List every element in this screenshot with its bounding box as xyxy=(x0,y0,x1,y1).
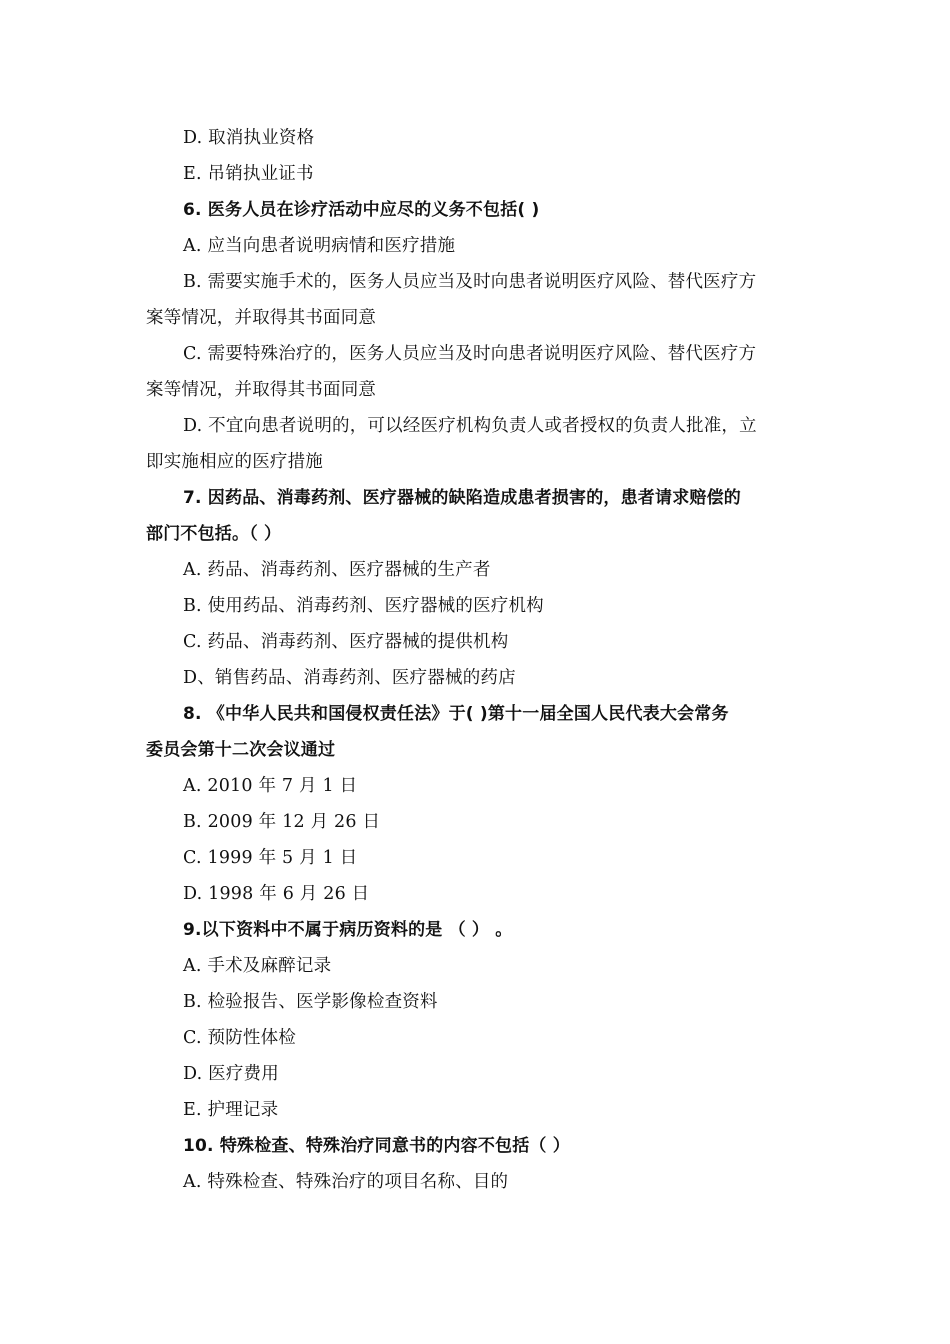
answer-option: D. 不宜向患者说明的，可以经医疗机构负责人或者授权的负责人批准，立 xyxy=(183,416,757,436)
answer-option: B. 检验报告、医学影像检查资料 xyxy=(183,992,438,1012)
answer-option: A. 应当向患者说明病情和医疗措施 xyxy=(183,236,456,256)
question-text: 6. 医务人员在诊疗活动中应尽的义务不包括( ) xyxy=(183,200,540,220)
answer-option: E. 吊销执业证书 xyxy=(183,164,314,184)
answer-option: D、销售药品、消毒药剂、医疗器械的药店 xyxy=(183,668,516,688)
answer-option: B. 需要实施手术的，医务人员应当及时向患者说明医疗风险、替代医疗方 xyxy=(183,272,757,292)
answer-option: A. 特殊检查、特殊治疗的项目名称、目的 xyxy=(183,1172,509,1192)
answer-option: C. 药品、消毒药剂、医疗器械的提供机构 xyxy=(183,632,509,652)
answer-option: B. 使用药品、消毒药剂、医疗器械的医疗机构 xyxy=(183,596,544,616)
question-text: 9.以下资料中不属于病历资料的是 （ ） 。 xyxy=(183,920,513,940)
answer-option: A. 手术及麻醉记录 xyxy=(183,956,332,976)
question-list xyxy=(146,120,806,1200)
answer-option: A. 药品、消毒药剂、医疗器械的生产者 xyxy=(183,560,491,580)
question-text-continuation: 委员会第十二次会议通过 xyxy=(146,740,336,760)
answer-option: B. 2009 年 12 月 26 日 xyxy=(183,812,381,832)
answer-option: D. 医疗费用 xyxy=(183,1064,279,1084)
answer-option: C. 预防性体检 xyxy=(183,1028,296,1048)
answer-option: C. 需要特殊治疗的，医务人员应当及时向患者说明医疗风险、替代医疗方 xyxy=(183,344,757,364)
question-text: 7. 因药品、消毒药剂、医疗器械的缺陷造成患者损害的，患者请求赔偿的 xyxy=(183,488,742,508)
question-text-continuation: 部门不包括。（ ） xyxy=(146,524,282,544)
answer-option: E. 护理记录 xyxy=(183,1100,279,1120)
answer-option: C. 1999 年 5 月 1 日 xyxy=(183,848,358,868)
answer-option-continuation: 案等情况，并取得其书面同意 xyxy=(146,308,377,328)
answer-option-continuation: 案等情况，并取得其书面同意 xyxy=(146,380,377,400)
answer-option: A. 2010 年 7 月 1 日 xyxy=(183,776,358,796)
answer-option: D. 1998 年 6 月 26 日 xyxy=(183,884,370,904)
question-text: 10. 特殊检查、特殊治疗同意书的内容不包括（ ） xyxy=(183,1136,570,1156)
answer-option-continuation: 即实施相应的医疗措施 xyxy=(146,452,323,472)
answer-option: D. 取消执业资格 xyxy=(183,128,315,148)
question-text: 8. 《中华人民共和国侵权责任法》于( )第十一届全国人民代表大会常务 xyxy=(183,704,729,724)
